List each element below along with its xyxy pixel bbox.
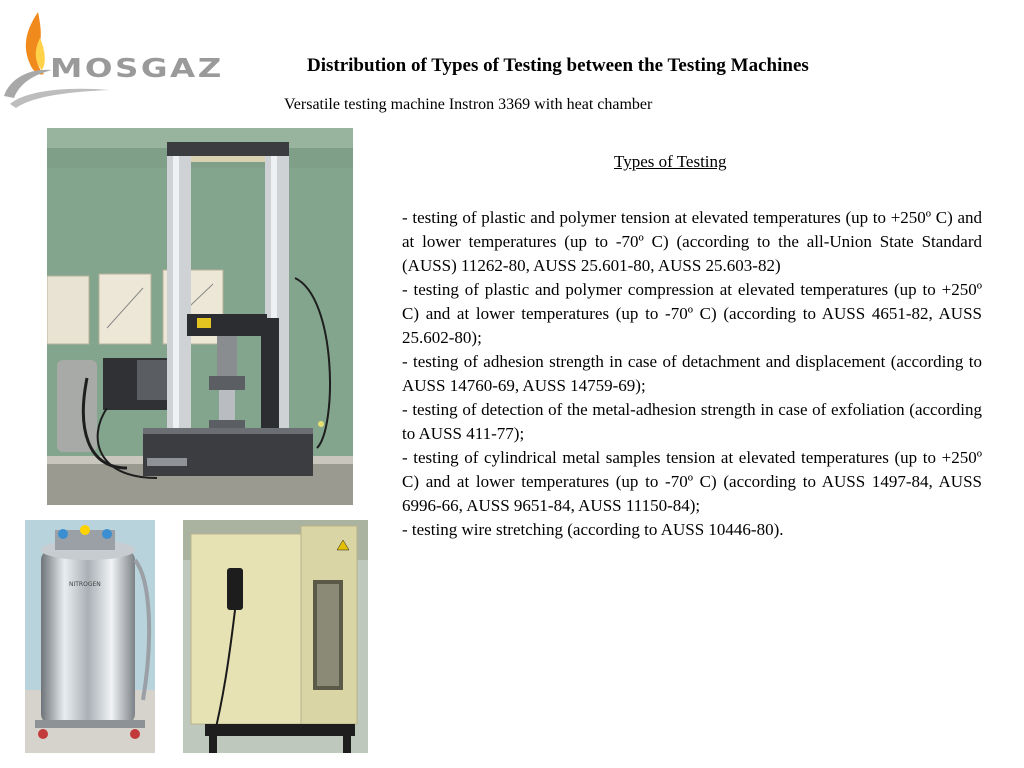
list-item: - testing of adhesion strength in case of detachment and displacement (according to AUSS 14760-69, AUSS 14759-69); bbox=[402, 352, 982, 395]
list-item: - testing wire stretching (according to AUSS 10446-80). bbox=[402, 520, 784, 539]
dewar-label: NITROGEN bbox=[69, 581, 101, 588]
heat-chamber-photo bbox=[183, 520, 368, 753]
list-item: - testing of cylindrical metal samples tension at elevated temperatures (up to +250º C) and at lower temperatures (up to -70º C) (according to AUSS 1497-84, AUSS 6996-66, AUSS 9651-84, AUSS 11150-84); bbox=[402, 448, 982, 515]
list-item: - testing of plastic and polymer tension at elevated temperatures (up to +250º C) and at lower temperatures (up to -70º C) (according to the all-Union State Standard (AUSS) 11262-80, AUSS 25.601-80, AUSS 25.603-82) bbox=[402, 208, 982, 275]
mosgaz-logo bbox=[0, 8, 225, 108]
list-item: - testing of detection of the metal-adhesion strength in case of exfoliation (according to AUSS 411-77); bbox=[402, 400, 982, 443]
slide-subtitle: Versatile testing machine Instron 3369 with heat chamber bbox=[284, 96, 653, 113]
list-item: - testing of plastic and polymer compression at elevated temperatures (up to +250º C) and at lower temperatures (up to -70º C) (according to AUSS 4651-82, AUSS 25.602-80); bbox=[402, 280, 982, 347]
slide-title: Distribution of Types of Testing between the Testing Machines bbox=[307, 55, 809, 76]
nitrogen-dewar-photo bbox=[25, 520, 155, 753]
logo-text: MOSGAZ bbox=[50, 54, 224, 84]
testing-types-list bbox=[402, 206, 982, 542]
types-heading: Types of Testing bbox=[614, 152, 727, 171]
instron-machine-photo bbox=[47, 128, 353, 505]
